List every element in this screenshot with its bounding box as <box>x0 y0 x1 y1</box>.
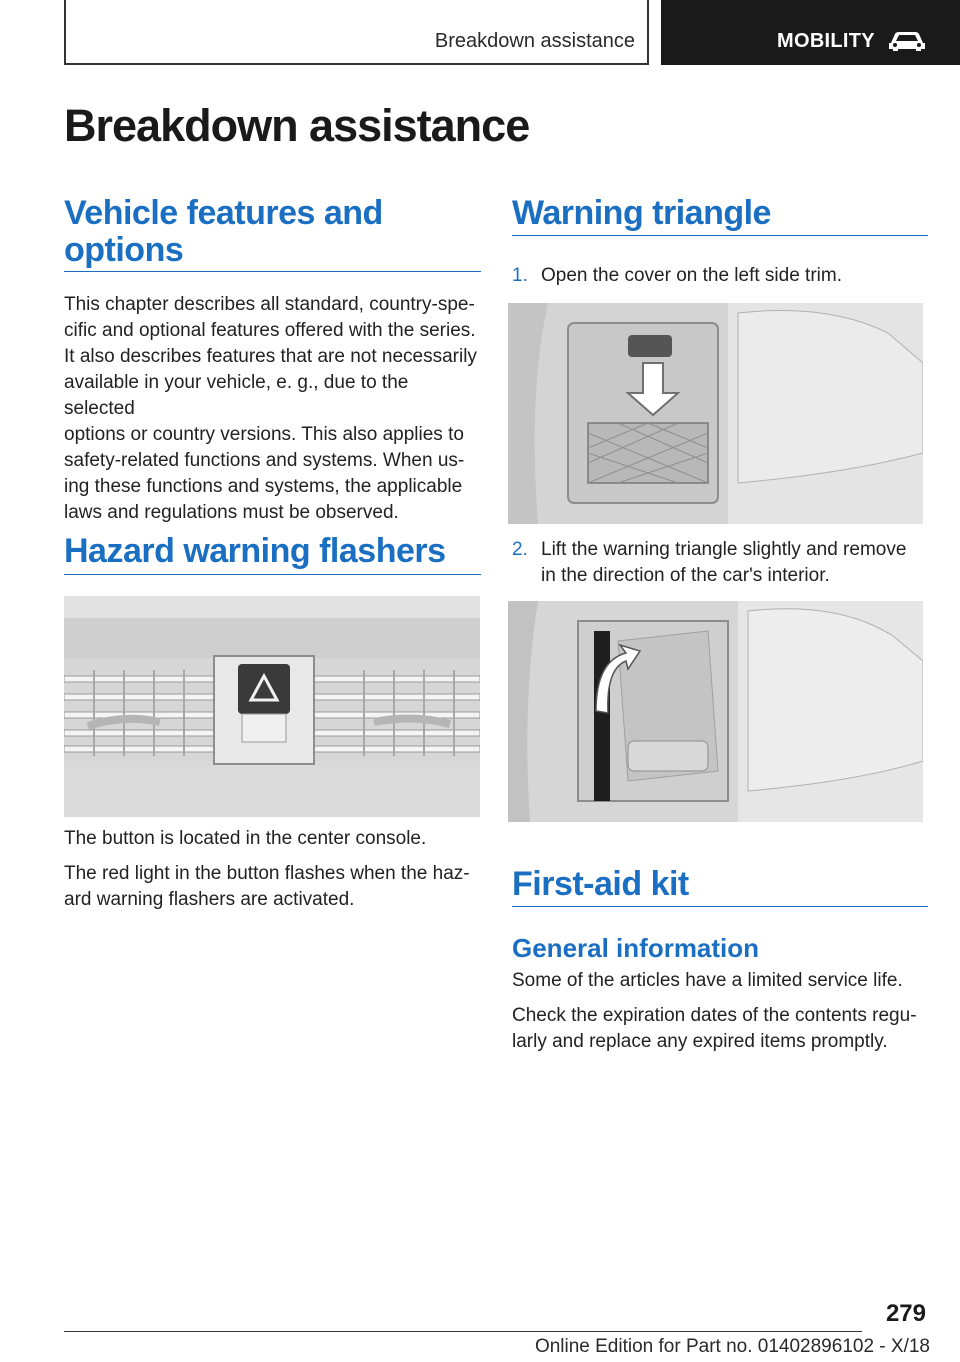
text-line: options or country versions. This also applies to <box>64 424 464 445</box>
hazard-location-text: The button is located in the center console. <box>64 828 427 849</box>
step-number: 1. <box>512 265 528 286</box>
hazard-button-illustration <box>64 596 480 817</box>
text-line: laws and regulations must be observed. <box>64 502 399 523</box>
side-trim-cover-illustration <box>508 303 923 524</box>
vehicle-features-paragraph <box>64 292 484 526</box>
text-line: ard warning flashers are activated. <box>64 889 355 910</box>
text-line: ing these functions and systems, the applicable <box>64 476 463 497</box>
footer-divider <box>64 1331 862 1332</box>
text-line: This chapter describes all standard, country-spe- <box>64 294 475 315</box>
step-text <box>541 537 906 589</box>
text-line: available in your vehicle, e. g., due to the selected <box>64 372 409 419</box>
page-title: Breakdown assistance <box>64 100 530 151</box>
heading-first-aid-kit: First-aid kit <box>512 865 689 903</box>
text-line: larly and replace any expired items promptly. <box>512 1031 888 1052</box>
section-divider <box>512 906 928 907</box>
header-section-title: Breakdown assistance <box>434 30 635 52</box>
section-divider <box>512 235 928 236</box>
hazard-light-text <box>64 861 484 913</box>
step-number: 2. <box>512 539 528 560</box>
warning-triangle-removal-illustration <box>508 601 923 822</box>
text-line: Check the expiration dates of the contents regu- <box>512 1005 917 1026</box>
text-line: cific and optional features offered with the series. <box>64 320 476 341</box>
header-section-tab <box>64 0 649 65</box>
heading-line: options <box>64 231 184 269</box>
text-line: safety-related functions and systems. When us- <box>64 450 465 471</box>
text-line: in the direction of the car's interior. <box>541 565 830 586</box>
heading-hazard-warning: Hazard warning flashers <box>64 532 446 570</box>
footer-edition-text: Online Edition for Part no. 01402896102 - X/18 <box>534 1336 930 1357</box>
step-2 <box>512 537 928 589</box>
heading-vehicle-features <box>64 195 383 269</box>
header-chapter-tab <box>661 0 960 65</box>
heading-warning-triangle: Warning triangle <box>512 194 771 232</box>
first-aid-service-life-text: Some of the articles have a limited service life. <box>512 970 903 991</box>
header-chapter-title: MOBILITY <box>777 30 875 52</box>
text-line: The red light in the button flashes when the haz- <box>64 863 470 884</box>
page-number: 279 <box>885 1300 926 1327</box>
first-aid-expiration-text <box>512 1003 932 1055</box>
heading-line: Vehicle features and <box>64 194 383 232</box>
text-line: Lift the warning triangle slightly and remove <box>541 539 907 560</box>
text-line: It also describes features that are not necessarily <box>64 346 477 367</box>
step-text: Open the cover on the left side trim. <box>541 265 842 286</box>
heading-general-information: General information <box>512 933 760 963</box>
car-icon <box>887 29 927 53</box>
step-1 <box>512 263 928 289</box>
section-divider <box>64 271 481 272</box>
section-divider <box>64 574 481 575</box>
